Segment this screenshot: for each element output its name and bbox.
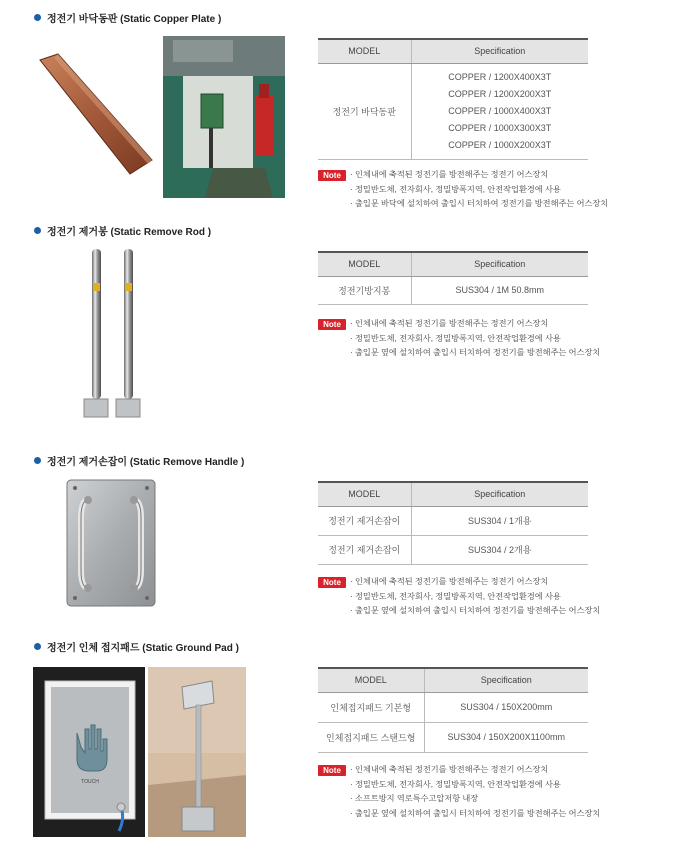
note-item: · 출입문 바닥에 설치하여 출입시 터치하여 정전기를 방전해주는 어스장치	[350, 197, 608, 212]
model-cell: 인체접지패드 스탠드형	[318, 722, 424, 752]
note-badge: Note	[318, 765, 346, 776]
note-item: · 정밀반도체, 전자회사, 정밀방폭지역, 안전작업환경에 사용	[350, 778, 600, 793]
table-row	[318, 63, 588, 159]
section-ground-pad	[0, 635, 685, 846]
spec-header: Specification	[411, 252, 588, 276]
remove-handle-photo	[65, 478, 157, 608]
bullet-icon	[34, 643, 41, 650]
note-item: · 정밀반도체, 전자회사, 정밀방폭지역, 안전작업환경에 사용	[350, 332, 600, 347]
section-title: 정전기 제거손잡이 (Static Remove Handle )	[34, 453, 244, 468]
spec-cell: SUS304 / 2개용	[411, 535, 588, 564]
note-item: · 출입문 옆에 설치하여 출입시 터치하여 정전기를 방전해주는 어스장치	[350, 346, 600, 361]
note-item: · 출입문 옆에 설치하여 출입시 터치하여 정전기를 방전해주는 어스장치	[350, 807, 600, 822]
table-row	[318, 276, 588, 304]
spec-table	[318, 481, 588, 565]
section-remove-rod	[0, 215, 685, 445]
remove-rod-photo	[80, 245, 145, 425]
table-row	[318, 722, 588, 752]
note-item: · 정밀반도체, 전자회사, 정밀방폭지역, 안전작업환경에 사용	[350, 183, 608, 198]
model-cell: 정전기 바닥동판	[318, 63, 411, 159]
note-item: · 인체내에 축적된 정전기를 방전해주는 정전기 어스장치	[350, 168, 608, 183]
spec-cell: SUS304 / 150X200mm	[424, 692, 588, 722]
spec-header: Specification	[424, 668, 588, 692]
note-block	[318, 763, 600, 821]
spec-cell: SUS304 / 1개용	[411, 506, 588, 535]
note-item: · 정밀반도체, 전자회사, 정밀방폭지역, 안전작업환경에 사용	[350, 590, 600, 605]
ground-pad-stand-photo	[148, 667, 246, 837]
svg-text:TOUCH: TOUCH	[81, 779, 99, 785]
spec-header: Specification	[411, 482, 588, 506]
section-title: 정전기 바닥동판 (Static Copper Plate )	[34, 10, 221, 25]
note-item: · 소프트방지 역로특수고압저항 내장	[350, 792, 600, 807]
section-title: 정전기 제거봉 (Static Remove Rod )	[34, 223, 211, 238]
spec-cell: SUS304 / 1M 50.8mm	[411, 276, 588, 304]
section-copper-plate	[0, 0, 685, 215]
note-item: · 인체내에 축적된 정전기를 방전해주는 정전기 어스장치	[350, 763, 600, 778]
model-cell: 정전기 제거손잡이	[318, 535, 411, 564]
note-block	[318, 575, 600, 619]
model-header: MODEL	[318, 668, 424, 692]
spec-table	[318, 667, 588, 753]
spec-table	[318, 38, 588, 160]
copper-plate-install-photo	[163, 36, 285, 198]
copper-plate-photo	[30, 52, 155, 182]
model-cell: 인체접지패드 기본형	[318, 692, 424, 722]
section-title: 정전기 인체 접지패드 (Static Ground Pad )	[34, 639, 239, 654]
spec-cell: COPPER / 1200X400X3T COPPER / 1200X200X3T COPPER / 1000X400X3T COPPER / 1000X300X3T COPPER / 1000X200X3T	[411, 63, 588, 159]
spec-table	[318, 251, 588, 305]
section-remove-handle	[0, 445, 685, 635]
spec-cell: SUS304 / 150X200X1100mm	[424, 722, 588, 752]
bullet-icon	[34, 14, 41, 21]
table-row	[318, 535, 588, 564]
model-cell: 정전기방지봉	[318, 276, 411, 304]
bullet-icon	[34, 227, 41, 234]
note-item: · 인체내에 축적된 정전기를 방전해주는 정전기 어스장치	[350, 317, 600, 332]
note-badge: Note	[318, 170, 346, 181]
model-cell: 정전기 제거손잡이	[318, 506, 411, 535]
note-badge: Note	[318, 577, 346, 588]
table-row	[318, 692, 588, 722]
bullet-icon	[34, 457, 41, 464]
model-header: MODEL	[318, 39, 411, 63]
model-header: MODEL	[318, 252, 411, 276]
note-badge: Note	[318, 319, 346, 330]
spec-header: Specification	[411, 39, 588, 63]
table-row	[318, 506, 588, 535]
note-item: · 출입문 옆에 설치하여 출입시 터치하여 정전기를 방전해주는 어스장치	[350, 604, 600, 619]
note-item: · 인체내에 축적된 정전기를 방전해주는 정전기 어스장치	[350, 575, 600, 590]
ground-pad-basic-photo	[33, 667, 145, 837]
model-header: MODEL	[318, 482, 411, 506]
note-block	[318, 317, 600, 361]
note-block	[318, 168, 608, 212]
